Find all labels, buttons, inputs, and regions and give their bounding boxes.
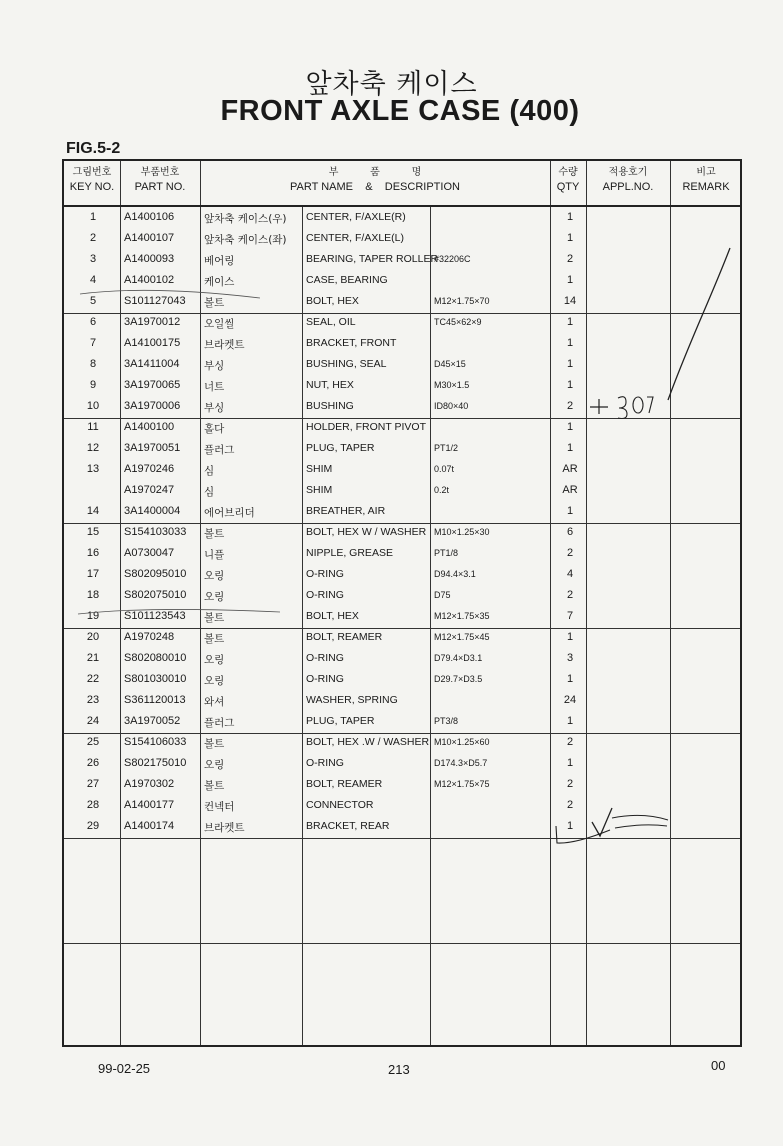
part-name-korean: 심 <box>204 465 215 477</box>
part-description: BUSHING <box>306 400 354 412</box>
part-number: 3A1970051 <box>124 442 181 454</box>
key-number: 15 <box>86 526 100 538</box>
key-number: 25 <box>86 736 100 748</box>
part-quantity: 6 <box>566 526 574 538</box>
footer-date: 99-02-25 <box>98 1061 151 1076</box>
part-description: HOLDER, FRONT PIVOT <box>306 421 426 433</box>
part-number: S802075010 <box>124 589 187 601</box>
part-spec: M12×1.75×70 <box>434 296 490 306</box>
part-name-korean: 오링 <box>204 570 225 582</box>
part-name-korean: 오링 <box>204 759 225 771</box>
part-description: BOLT, HEX W / WASHER <box>306 526 427 538</box>
part-quantity: AR <box>562 463 578 475</box>
part-quantity: 1 <box>566 379 574 391</box>
part-quantity: 2 <box>566 736 574 748</box>
page-title: FRONT AXLE CASE (400) <box>220 95 580 127</box>
part-description: BOLT, HEX <box>306 295 359 307</box>
part-spec: M30×1.5 <box>434 380 470 390</box>
part-spec: PT3/8 <box>434 716 459 726</box>
key-number: 18 <box>86 589 100 601</box>
part-spec: D79.4×D3.1 <box>434 653 483 663</box>
key-number: 2 <box>89 232 97 244</box>
part-number: 3A1970012 <box>124 316 181 328</box>
part-quantity: AR <box>562 484 578 496</box>
part-number: S361120013 <box>124 694 186 706</box>
key-number: 10 <box>86 400 100 412</box>
part-quantity: 1 <box>566 316 574 328</box>
part-description: SHIM <box>306 484 333 496</box>
header-description: 부 품 명 PART NAME & DESCRIPTION <box>290 167 460 193</box>
part-quantity: 4 <box>566 568 574 580</box>
header-part-no: 부품번호 PART NO. <box>134 167 186 193</box>
part-quantity: 1 <box>566 631 574 643</box>
part-name-korean: 볼트 <box>204 528 225 540</box>
part-spec: M10×1.25×30 <box>434 527 490 537</box>
part-quantity: 1 <box>566 421 574 433</box>
key-number: 22 <box>86 673 100 685</box>
part-quantity: 1 <box>566 337 574 349</box>
part-name-korean: 볼트 <box>204 297 225 309</box>
part-number: S802095010 <box>124 568 187 580</box>
part-name-korean: 오링 <box>204 675 225 687</box>
part-number: S802080010 <box>124 652 187 664</box>
part-quantity: 1 <box>566 715 574 727</box>
part-number: S154103033 <box>124 526 187 538</box>
part-spec: D94.4×3.1 <box>434 569 476 579</box>
part-name-korean: 부싱 <box>204 402 225 414</box>
key-number: 16 <box>86 547 100 559</box>
part-number: 3A1970006 <box>124 400 181 412</box>
key-number: 28 <box>86 799 100 811</box>
part-name-korean: 와셔 <box>204 696 225 708</box>
part-spec: PT1/8 <box>434 548 459 558</box>
part-name-korean: 볼트 <box>204 738 225 750</box>
part-name-korean: 너트 <box>204 381 225 393</box>
key-number: 6 <box>89 316 97 328</box>
part-quantity: 24 <box>563 694 577 706</box>
part-number: A1410017​5 <box>124 337 181 349</box>
key-number: 5 <box>89 295 97 307</box>
part-spec: TC45×62×9 <box>434 317 482 327</box>
part-quantity: 1 <box>566 232 574 244</box>
part-quantity: 7 <box>566 610 574 622</box>
part-description: SEAL, OIL <box>306 316 356 328</box>
part-spec: M12×1.75×35 <box>434 611 490 621</box>
part-description: CONNECTOR <box>306 799 374 811</box>
part-spec: D29.7×D3.5 <box>434 674 483 684</box>
key-number: 7 <box>89 337 97 349</box>
key-number: 20 <box>86 631 100 643</box>
part-number: S101123543 <box>124 610 186 622</box>
part-description: CENTER, F/AXLE(R) <box>306 211 406 223</box>
part-name-korean: 컨넥터 <box>204 801 235 813</box>
part-name-korean: 볼트 <box>204 612 225 624</box>
key-number: 19 <box>86 610 100 622</box>
header-appl: 적용호기 APPL.NO. <box>602 167 654 193</box>
part-description: O-RING <box>306 568 344 580</box>
part-description: BREATHER, AIR <box>306 505 386 517</box>
key-number: 29 <box>86 820 100 832</box>
part-name-korean: 심 <box>204 486 215 498</box>
part-description: WASHER, SPRING <box>306 694 398 706</box>
part-spec: D75 <box>434 590 451 600</box>
part-description: BUSHING, SEAL <box>306 358 387 370</box>
part-number: A1400174 <box>124 820 175 832</box>
part-quantity: 2 <box>566 778 574 790</box>
part-name-korean: 오링 <box>204 654 225 666</box>
part-name-korean: 볼트 <box>204 780 225 792</box>
part-description: BOLT, HEX <box>306 610 359 622</box>
key-number: 21 <box>86 652 100 664</box>
part-quantity: 14 <box>563 295 577 307</box>
part-description: O-RING <box>306 673 344 685</box>
part-number: A1400177 <box>124 799 175 811</box>
page-number: 213 <box>388 1062 410 1077</box>
part-name-korean: 앞차축 케이스(좌) <box>204 234 287 246</box>
part-number: S154106033 <box>124 736 187 748</box>
part-description: PLUG, TAPER <box>306 442 375 454</box>
key-number: 26 <box>86 757 100 769</box>
part-spec: #32206C <box>434 254 471 264</box>
key-number: 3 <box>89 253 97 265</box>
part-quantity: 1 <box>566 757 574 769</box>
key-number: 12 <box>86 442 100 454</box>
part-name-korean: 플러그 <box>204 444 235 456</box>
part-description: BRACKET, FRONT <box>306 337 397 349</box>
part-name-korean: 앞차축 케이스(우) <box>204 213 287 225</box>
part-number: S802175010 <box>124 757 187 769</box>
part-spec: D174.3×D5.7 <box>434 758 488 768</box>
part-quantity: 1 <box>566 274 574 286</box>
key-number: 24 <box>86 715 100 727</box>
part-description: SHIM <box>306 463 333 475</box>
part-number: 3A1970052 <box>124 715 181 727</box>
part-number: 3A1970065 <box>124 379 181 391</box>
key-number: 4 <box>89 274 97 286</box>
part-quantity: 1 <box>566 442 574 454</box>
part-number: S801030010 <box>124 673 187 685</box>
part-name-korean: 오일씰 <box>204 318 235 330</box>
part-name-korean: 에어브리더 <box>204 507 255 519</box>
part-name-korean: 베어링 <box>204 255 235 267</box>
part-quantity: 1 <box>566 505 574 517</box>
part-spec: 0.07t <box>434 464 455 474</box>
part-description: CENTER, F/AXLE(L) <box>306 232 405 244</box>
key-number: 17 <box>86 568 100 580</box>
key-number: 9 <box>89 379 97 391</box>
part-description: O-RING <box>306 652 344 664</box>
part-description: BOLT, REAMER <box>306 778 383 790</box>
key-number: 14 <box>86 505 100 517</box>
part-description: NUT, HEX <box>306 379 354 391</box>
part-spec: M10×1.25×60 <box>434 737 490 747</box>
part-description: O-RING <box>306 757 344 769</box>
part-number: A1400102 <box>124 274 175 286</box>
key-number: 8 <box>89 358 97 370</box>
part-description: BEARING, TAPER ROLLER <box>306 253 439 265</box>
key-number: 1 <box>89 211 97 223</box>
part-quantity: 2 <box>566 400 574 412</box>
part-quantity: 2 <box>566 547 574 559</box>
part-quantity: 3 <box>566 652 574 664</box>
part-name-korean: 볼트 <box>204 633 225 645</box>
part-spec: PT1/2 <box>434 443 459 453</box>
part-quantity: 1 <box>566 820 574 832</box>
part-number: A1970302 <box>124 778 175 790</box>
part-description: BRACKET, REAR <box>306 820 390 832</box>
part-number: 3A1400004 <box>124 505 181 517</box>
part-quantity: 2 <box>566 589 574 601</box>
key-number: 23 <box>86 694 100 706</box>
part-description: BOLT, HEX .W / WASHER <box>306 736 430 748</box>
part-number: A1970247 <box>124 484 175 496</box>
revision-number: 00 <box>711 1058 726 1073</box>
part-number: A1970248 <box>124 631 175 643</box>
page-title-korean: 앞차축 케이스 <box>305 69 478 100</box>
part-quantity: 2 <box>566 799 574 811</box>
figure-label: FIG.5-2 <box>66 140 121 157</box>
part-description: CASE, BEARING <box>306 274 388 286</box>
header-key: 그림번호 KEY NO. <box>69 167 115 193</box>
part-quantity: 1 <box>566 358 574 370</box>
part-number: A1970246 <box>124 463 175 475</box>
header-remark: 비고 REMARK <box>682 167 730 193</box>
part-number: 3A1411004 <box>124 358 180 370</box>
part-number: A1400106 <box>124 211 175 223</box>
part-spec: M12×1.75×45 <box>434 632 490 642</box>
part-description: NIPPLE, GREASE <box>306 547 393 559</box>
part-number: A0730047 <box>124 547 175 559</box>
key-number: 11 <box>87 421 99 433</box>
part-name-korean: 홀다 <box>204 423 225 435</box>
part-spec: M12×1.75×75 <box>434 779 490 789</box>
part-description: PLUG, TAPER <box>306 715 375 727</box>
part-description: O-RING <box>306 589 344 601</box>
part-name-korean: 브라켓트 <box>204 339 245 351</box>
part-quantity: 1 <box>566 211 574 223</box>
part-spec: ID80×40 <box>434 401 469 411</box>
part-number: A1400100 <box>124 421 175 433</box>
part-number: A1400093 <box>124 253 175 265</box>
key-number: 27 <box>86 778 100 790</box>
part-name-korean: 오링 <box>204 591 225 603</box>
part-number: S101127043 <box>124 295 186 307</box>
part-quantity: 1 <box>566 673 574 685</box>
part-number: A1400107 <box>124 232 175 244</box>
part-spec: D45×15 <box>434 359 466 369</box>
part-spec: 0.2t <box>434 485 450 495</box>
header-qty: 수량 QTY <box>556 167 580 193</box>
part-name-korean: 니플 <box>204 549 225 561</box>
part-description: BOLT, REAMER <box>306 631 383 643</box>
part-name-korean: 브라켓트 <box>204 822 245 834</box>
part-name-korean: 부싱 <box>204 360 225 372</box>
key-number: 13 <box>86 463 100 475</box>
part-name-korean: 플러그 <box>204 717 235 729</box>
part-quantity: 2 <box>566 253 574 265</box>
part-name-korean: 케이스 <box>204 276 235 288</box>
